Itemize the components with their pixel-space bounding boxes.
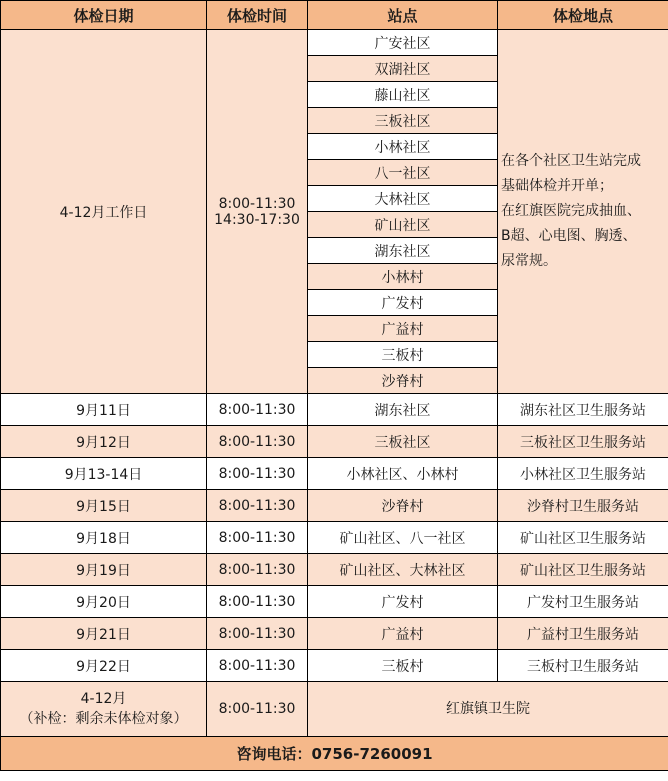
row-station: 矿山社区、八一社区 [308, 522, 498, 554]
table-row [1, 586, 668, 618]
row-date: 9月22日 [1, 650, 207, 682]
makeup-row [1, 682, 668, 737]
row-location: 广发村卫生服务站 [498, 586, 668, 618]
table-row [1, 426, 668, 458]
row-station: 小林社区、小林村 [308, 458, 498, 490]
workday-time [207, 30, 308, 394]
row-date: 9月21日 [1, 618, 207, 650]
makeup-date-note: （补检：剩余未体检对象） [19, 711, 188, 727]
row-location: 沙脊村卫生服务站 [498, 490, 668, 522]
station-cell: 广安社区 [308, 30, 498, 56]
workday-location-line: 基础体检并开单； [501, 178, 613, 194]
row-time: 8:00-11:30 [207, 586, 308, 618]
station-cell: 三板村 [308, 342, 498, 368]
row-station: 三板社区 [308, 426, 498, 458]
footer-row [1, 737, 668, 771]
makeup-date [1, 682, 207, 737]
station-cell: 藤山社区 [308, 82, 498, 108]
row-time: 8:00-11:30 [207, 458, 308, 490]
workday-row [1, 30, 668, 56]
station-cell: 三板社区 [308, 108, 498, 134]
row-date: 9月20日 [1, 586, 207, 618]
row-date: 9月12日 [1, 426, 207, 458]
row-date: 9月19日 [1, 554, 207, 586]
header-time: 体检时间 [207, 1, 308, 30]
table-row [1, 618, 668, 650]
station-cell: 小林社区 [308, 134, 498, 160]
table-row [1, 458, 668, 490]
workday-location-line: B超、心电图、胸透、 [501, 228, 637, 244]
header-station: 站点 [308, 1, 498, 30]
row-date: 9月11日 [1, 394, 207, 426]
row-location: 湖东社区卫生服务站 [498, 394, 668, 426]
table-row [1, 490, 668, 522]
workday-date: 4-12月工作日 [1, 30, 207, 394]
makeup-location: 红旗镇卫生院 [308, 682, 668, 737]
row-location: 三板村卫生服务站 [498, 650, 668, 682]
row-location: 矿山社区卫生服务站 [498, 522, 668, 554]
contact-phone: 咨询电话：0756-7260091 [1, 737, 668, 771]
row-location: 三板社区卫生服务站 [498, 426, 668, 458]
makeup-time: 8:00-11:30 [207, 682, 308, 737]
row-date: 9月13-14日 [1, 458, 207, 490]
row-date: 9月18日 [1, 522, 207, 554]
station-cell: 广益村 [308, 316, 498, 342]
table-row [1, 650, 668, 682]
row-station: 矿山社区、大林社区 [308, 554, 498, 586]
table-row [1, 522, 668, 554]
row-date: 9月15日 [1, 490, 207, 522]
workday-location-line: 在各个社区卫生站完成 [501, 153, 641, 169]
header-date: 体检日期 [1, 1, 207, 30]
workday-location [498, 30, 668, 394]
station-cell: 沙脊村 [308, 368, 498, 394]
row-location: 矿山社区卫生服务站 [498, 554, 668, 586]
station-cell: 大林社区 [308, 186, 498, 212]
row-time: 8:00-11:30 [207, 522, 308, 554]
row-time: 8:00-11:30 [207, 426, 308, 458]
header-row [1, 1, 668, 30]
station-cell: 广发村 [308, 290, 498, 316]
table-row [1, 394, 668, 426]
workday-location-line: 尿常规。 [501, 253, 557, 269]
station-cell: 八一社区 [308, 160, 498, 186]
row-time: 8:00-11:30 [207, 394, 308, 426]
station-cell: 湖东社区 [308, 238, 498, 264]
workday-time-afternoon: 14:30-17:30 [214, 211, 300, 228]
workday-time-morning: 8:00-11:30 [218, 195, 296, 212]
station-cell: 双湖社区 [308, 56, 498, 82]
header-location: 体检地点 [498, 1, 668, 30]
row-station: 广益村 [308, 618, 498, 650]
makeup-date-main: 4-12月 [80, 691, 127, 707]
row-location: 小林社区卫生服务站 [498, 458, 668, 490]
workday-location-line: 在红旗医院完成抽血、 [501, 203, 641, 219]
row-time: 8:00-11:30 [207, 554, 308, 586]
row-time: 8:00-11:30 [207, 650, 308, 682]
station-cell: 矿山社区 [308, 212, 498, 238]
row-location: 广益村卫生服务站 [498, 618, 668, 650]
row-time: 8:00-11:30 [207, 490, 308, 522]
table-row [1, 554, 668, 586]
row-station: 湖东社区 [308, 394, 498, 426]
row-station: 三板村 [308, 650, 498, 682]
station-cell: 小林村 [308, 264, 498, 290]
row-station: 沙脊村 [308, 490, 498, 522]
row-station: 广发村 [308, 586, 498, 618]
row-time: 8:00-11:30 [207, 618, 308, 650]
